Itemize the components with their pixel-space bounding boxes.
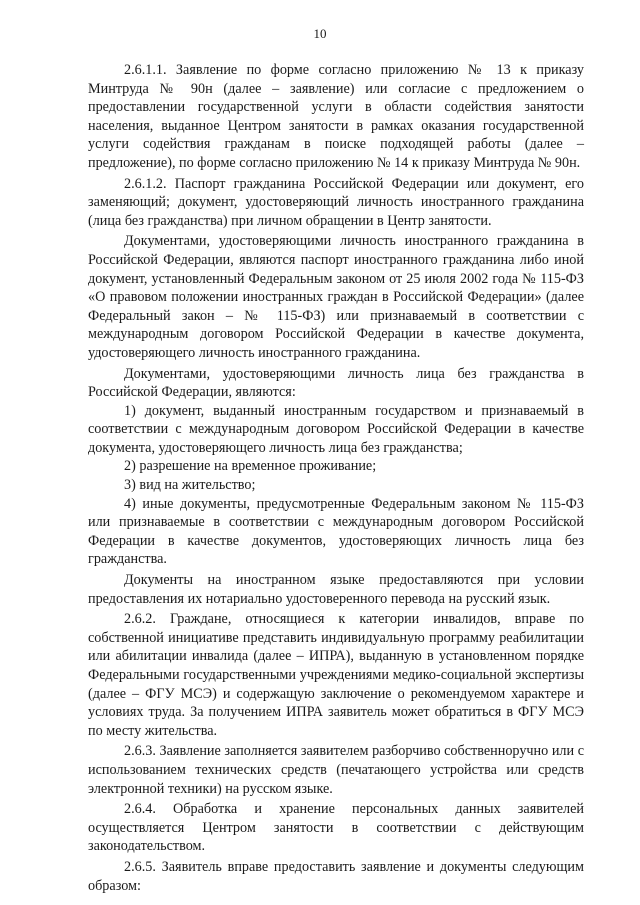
paragraph-2-6-5: 2.6.5. Заявитель вправе предоставить заявление и документы следующим образом: <box>88 858 584 894</box>
paragraph-2-6-4: 2.6.4. Обработка и хранение персональных данных заявителей осуществляется Центром занятости в соответствии с действующим законодательством. <box>88 801 584 855</box>
document-body <box>88 61 584 897</box>
list-item-1: 1) документ, выданный иностранным государством и признаваемый в соответствии с международным договором Российской Федерации в качестве документа, удостоверяющего личность лица без гражданства; <box>88 402 584 456</box>
paragraph-foreign-citizen-documents: Документами, удостоверяющими личность иностранного гражданина в Российской Федерации, являются паспорт иностранного гражданина либо иной документ, установленный Федеральным законом от 25 июля 2002 года № 115-ФЗ «О правовом положении иностранных граждан в Российской Федерации» (далее Федеральный закон – № 115-ФЗ) или признаваемый в соответствии с международным договором Российской Федерации в качестве документа, удостоверяющего личность иностранного гражданина. <box>88 233 584 361</box>
paragraph-stateless-intro: Документами, удостоверяющими личность лица без гражданства в Российской Федерации, являются: <box>88 365 584 401</box>
paragraph-translation: Документы на иностранном языке предоставляются при условии предоставления их нотариально удостоверенного перевода на русский язык. <box>88 572 584 607</box>
list-item-4: 4) иные документы, предусмотренные Федеральным законом № 115-ФЗ или признаваемые в соответствии с международным договором Российской Федерации в качестве документов, удостоверяющих личность лица без гражданства. <box>88 495 584 568</box>
list-item-3: 3) вид на жительство; <box>124 477 256 494</box>
paragraph-2-6-2: 2.6.2. Граждане, относящиеся к категории инвалидов, вправе по собственной инициативе представить индивидуальную программу реабилитации или абилитации инвалида (далее – ИПРА), выданную в установленном порядке Федеральными государственными учреждениями медико-социальной экспертизы (далее – ФГУ МСЭ) и содержащую заключение о рекомендуемом характере и условиях труда. За получением ИПРА заявитель может обратиться в ФГУ МСЭ по месту жительства. <box>88 611 584 739</box>
paragraph-2-6-3: 2.6.3. Заявление заполняется заявителем разборчиво собственноручно или с использованием технических средств (печатающего устройства или средств электронной техники) на русском языке. <box>88 743 584 797</box>
page-number: 10 <box>313 26 327 41</box>
list-item-2: 2) разрешение на временное проживание; <box>124 458 377 475</box>
paragraph-2-6-1-1: 2.6.1.1. Заявление по форме согласно приложению № 13 к приказу Минтруда № 90н (далее – заявление) или согласие с предложением о предоставлении государственной услуги в области содействия занятости населения, выданное Центром занятости в рамках оказания государственной услуги содействия гражданам в поиске подходящей работы (далее – предложение), по форме согласно приложению № 14 к приказу Минтруда № 90н. <box>88 62 584 171</box>
paragraph-2-6-1-2: 2.6.1.2. Паспорт гражданина Российской Федерации или документ, его заменяющий; документ, удостоверяющий личность иностранного гражданина (лица без гражданства) при личном обращении в Центр занятости. <box>88 175 584 229</box>
